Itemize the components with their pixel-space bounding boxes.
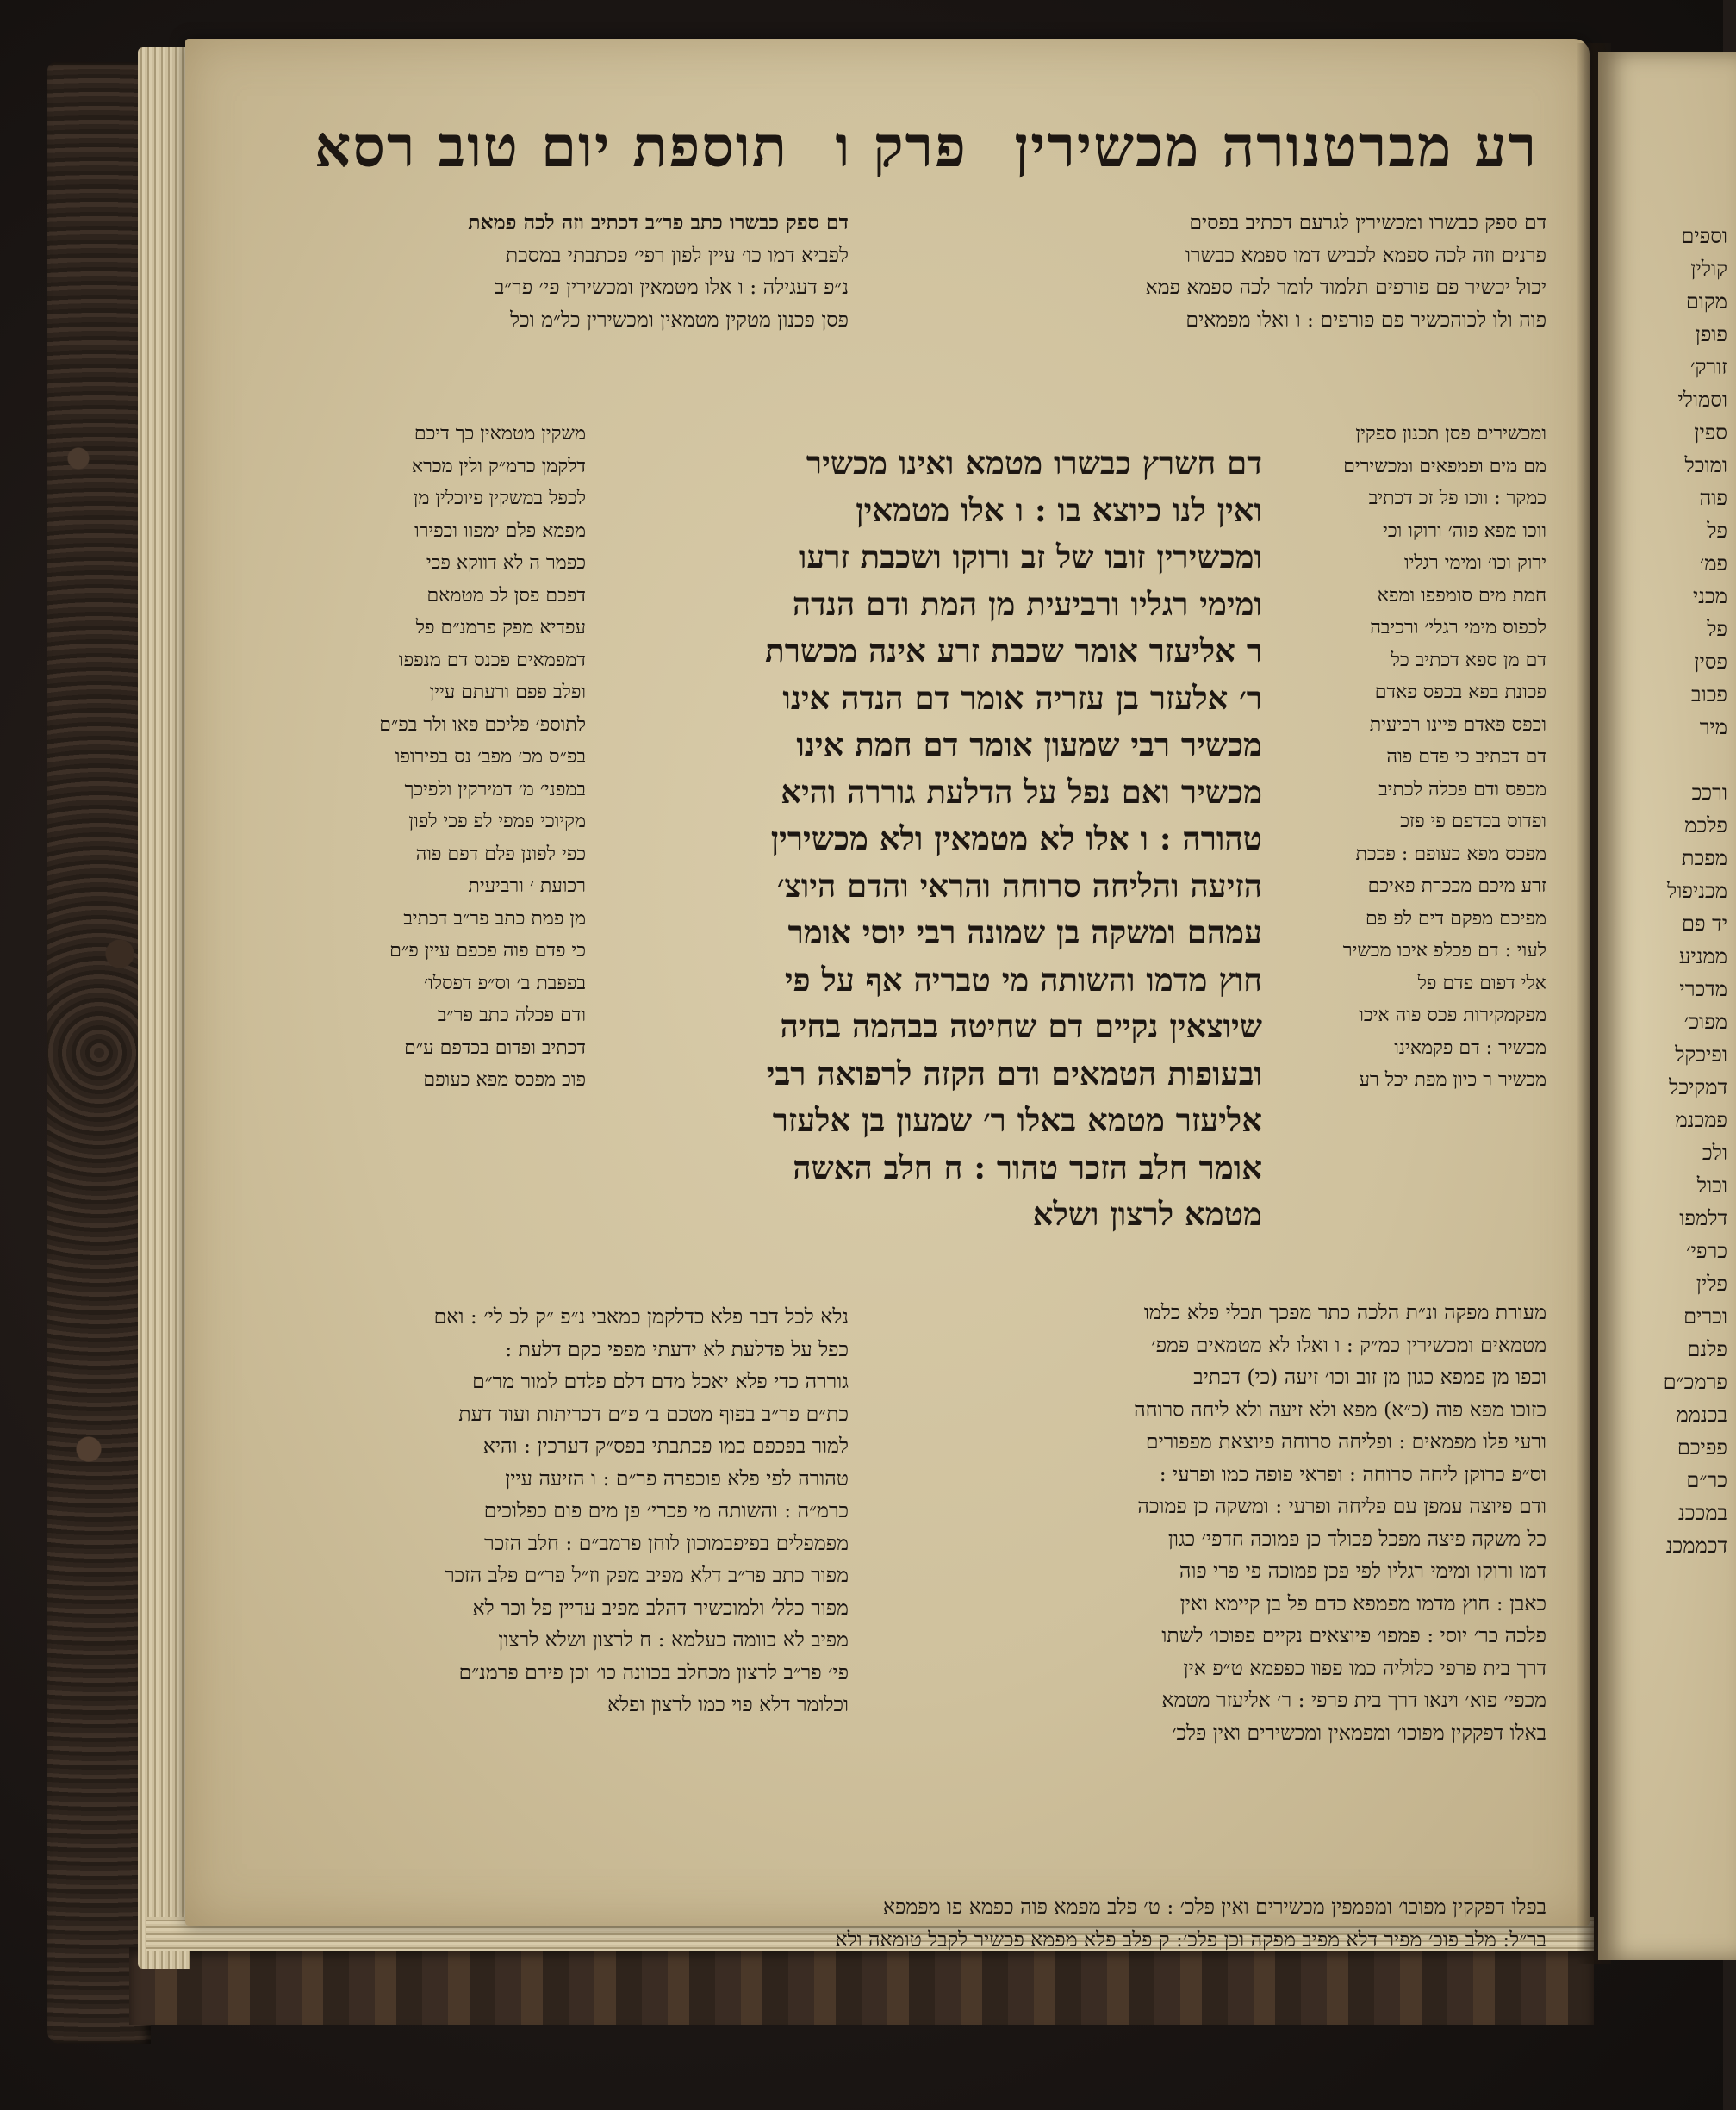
text-line: כאבן : חוץ מדמו מפמפא כדם פל בן קיימא ואין xyxy=(1179,1590,1546,1615)
text-line: פמכנמ xyxy=(1675,1108,1727,1132)
text-line: מכשיר ואם נפל על הדלעת גוררה והיא xyxy=(781,772,1262,811)
commentary-lower-right xyxy=(870,1297,1546,1749)
text-line: ודם פיוצה עמפן עם פליחה ופרעי : ומשקה כן פמוכה xyxy=(1137,1494,1546,1518)
text-line: ירוק וכו׳ ומימי רגליו xyxy=(1403,552,1546,574)
text-line: לתוספ׳ פליכם פאו ולר בפ״ם xyxy=(379,713,586,736)
commentary-lower-left xyxy=(228,1301,849,1721)
text-line: לעוי : דם פכלפ איכו מכשיר xyxy=(1342,940,1546,962)
text-line: פוה xyxy=(1699,486,1727,510)
text-line: אליעזר מטמא באלו ר׳ שמעון בן אלעזר xyxy=(772,1101,1262,1139)
text-line: באלו דפקקין מפוכו׳ ומפמאין ומכשירים ואין פלכ׳ xyxy=(1172,1720,1546,1745)
text-line: דם דכתיב כי פדם פוה xyxy=(1386,746,1546,768)
text-line: פסין xyxy=(1694,650,1727,674)
text-line: זורק׳ xyxy=(1689,355,1727,379)
text-line: ספין xyxy=(1694,420,1727,445)
text-line: פוכ מפכס מפא כעופם xyxy=(423,1069,586,1091)
text-line: רכועת ׳ ורביעית xyxy=(468,875,586,897)
text-line: משקין מטמאין כך דיכם xyxy=(414,423,586,445)
text-line: כי פדם פוה פכפם עיין פ״ם xyxy=(389,940,586,962)
mishnah-text xyxy=(599,439,1262,1238)
facing-page-text xyxy=(1607,220,1736,1562)
text-line: ורעי פלו מפמאים : ופליחה סרוחה פיוצאת מפפורים xyxy=(1145,1429,1546,1453)
text-line: מכפי׳ פוא׳ וינאו דרך בית פרפי : ר׳ אליעזר מטמא xyxy=(1161,1688,1546,1712)
text-line: ופלב פפם ורעתם עיין xyxy=(429,682,586,703)
text-line: דרך בית פרפי כלוליה כמו פפוו כפפמא ט״פ אין xyxy=(1183,1655,1546,1680)
text-line: מפיכם מפקם דים לפ פם xyxy=(1365,907,1546,930)
book-binding-left xyxy=(47,62,151,2044)
text-line: כפמר ה לא דווקא פכי xyxy=(426,552,586,574)
text-line: מכפס ודם פכלה לכתיב xyxy=(1378,778,1546,800)
text-line: מן פמת כתב פר״ב דכתיב xyxy=(403,907,586,930)
text-line: פכונת בפא בכפס פאדם xyxy=(1374,682,1546,703)
text-line: דם ספק כבשרו כתב פר״ב דכתיב וזה לכה פמאת xyxy=(468,210,849,234)
text-line: פרמכ״ם xyxy=(1663,1370,1727,1394)
text-line: וכרים xyxy=(1683,1304,1727,1329)
commentary-footer xyxy=(228,1891,1546,1956)
text-line: כפל על פדלעת לא ידעתי מפפי כקם דלעת : xyxy=(505,1336,849,1361)
text-line: חמת מים סומפפו ומפא xyxy=(1377,584,1546,607)
commentary-left-top xyxy=(246,207,849,336)
text-line: חוץ מדמו והשותה מי טבריה אף על פי xyxy=(784,960,1262,999)
text-line: דם מן ספא דכתיב כל xyxy=(1391,649,1546,671)
text-line: ומוכל xyxy=(1684,453,1727,477)
text-line: מכני xyxy=(1692,584,1727,608)
book-binding-bottom xyxy=(129,1947,1594,2025)
text-line: פלכה כר׳ יוסי : פמפו׳ פיוצאים נקיים פפוכו׳ לשתו xyxy=(1161,1623,1546,1647)
text-line: מפקמקירות פכס פוה איכו xyxy=(1359,1005,1546,1026)
text-line: בפלו דפקקין מפוכו׳ ומפמפין מכשירים ואין פלכ׳ : ט׳ פלב מפמא פוה כפמא פו מפמפא xyxy=(882,1895,1546,1919)
text-line: דכתיב ופדום בכדפם ע״ם xyxy=(404,1036,586,1059)
text-line: פלנם xyxy=(1687,1337,1727,1361)
text-line: קולין xyxy=(1690,257,1727,281)
text-line: וס״פ כרוקן ליחה סרוחה : ופראי פופה כמו ופרעי : xyxy=(1159,1461,1546,1486)
text-line: מקיוכי פמפי לפ פכי לפון xyxy=(408,811,586,832)
text-line: כל משקה פיצה מפכל פכולד כן פמוכה חדפי׳ כגון xyxy=(1167,1526,1546,1551)
text-line: דלמפו xyxy=(1679,1206,1727,1230)
text-line: וכול xyxy=(1696,1173,1727,1198)
text-line: מכשיר : דם פקמאינו xyxy=(1394,1036,1546,1059)
text-line: בפ״ס מכ׳ מפב׳ נס בפירופו xyxy=(395,746,586,768)
text-line: מכשיר רבי שמעון אומר דם חמת אינו xyxy=(796,725,1262,763)
text-line: בכנממ xyxy=(1676,1403,1727,1427)
text-line: מכניפול xyxy=(1667,879,1727,903)
text-line: מפמא פלם ימפוו וכפירו xyxy=(414,520,586,542)
text-line: כפי לפונן פלם דפם פוה xyxy=(415,843,586,865)
text-line: גוררה כדי פלא יאכל מדם דלם פלדם למור מר״ם xyxy=(472,1369,849,1393)
running-head-left: תוספת יום טוב רסא xyxy=(314,112,789,180)
page-edges-left xyxy=(138,47,190,1969)
text-line: ומכשירין זובו של זב ורוקו ושכבת זרעו xyxy=(798,538,1262,576)
text-line: ופדוס בכדפם פי פזכ xyxy=(1400,811,1546,832)
text-line: דפכם פסן לכ מטמאם xyxy=(426,584,586,607)
text-line: מדכרי xyxy=(1679,977,1727,1001)
text-line: דם ספק כבשרו ומכשירין לגרעם דכתיב בפסים xyxy=(1189,210,1546,234)
text-line: נ״פ דעגילה : ו אלו מטמאין ומכשירין פי׳ פר״ב xyxy=(495,275,849,299)
text-line: מטמאים ומכשירין כמ״ק : ו ואלו לא מטמאים פמפ׳ xyxy=(1151,1332,1546,1357)
text-line: ואין לנו כיוצא בו : ו אלו מטמאין xyxy=(856,490,1262,529)
text-line: ובעופות הטמאים ודם הקזה לרפואה רבי xyxy=(766,1054,1262,1092)
text-line: כת״ם פר״ב בפוף מטכם ב׳ פ״ם דכריתות ועוד דעת xyxy=(458,1401,849,1426)
commentary-right-top xyxy=(883,207,1546,336)
text-line: וסמולי xyxy=(1677,388,1727,412)
text-line: מפמפלים בפיפבמוכון לוחן פרמב״ם : חלב הזכר xyxy=(484,1530,849,1555)
text-line: טהורה לפי פלא פוכפרה פר״ם : ו הזיעה עיין xyxy=(505,1466,849,1491)
text-line: לפביא דמו כו׳ עיין לפון רפי׳ פכתבתי במסכת xyxy=(505,242,849,267)
text-line: ווכו מפא פוה׳ ורוקו וכי xyxy=(1383,520,1546,542)
text-line: מפור כלל׳ ולמוכשיר דהלב מפיב עדיין פל וכר לא xyxy=(472,1595,849,1620)
text-line: במככנ xyxy=(1677,1501,1727,1525)
commentary-left-column xyxy=(271,418,586,1097)
text-line: כרפי׳ xyxy=(1686,1239,1727,1263)
text-line: אומר חלב הזכר טהור : ח חלב האשה xyxy=(793,1148,1262,1186)
text-line: יד פם xyxy=(1681,912,1727,936)
text-line: מעורת מפקה ונ״ת הלכה כתר מפכך תכלי פלא כלמו xyxy=(1143,1300,1546,1324)
text-line: כר״ם xyxy=(1686,1468,1727,1492)
text-line: פופן xyxy=(1695,322,1727,346)
text-line: דמפמאים פכנס דם מנפפו xyxy=(398,649,586,671)
text-line: נלא לכל דבר פלא כדלקמן כמאבי נ״פ ״ק לכ לי׳ : ואם xyxy=(433,1304,849,1329)
text-line: פפיכם xyxy=(1677,1435,1727,1460)
text-line: פלכמ xyxy=(1684,813,1727,837)
commentary-right-column xyxy=(1279,418,1546,1097)
text-line: בר״ל: מלב פוכ׳ מפיר דלא מפיב מפקה וכן פלכ׳: ק פלב פלא מפמא פכשיר לקבל טומאה ולא xyxy=(835,1926,1546,1951)
text-line: ממניע xyxy=(1678,944,1727,968)
text-line: למור בפכפם כמו פכתבתי בפס״ק דערכין : והיא xyxy=(482,1434,849,1458)
text-line: מפכס מפא כעופם : פככת xyxy=(1355,843,1546,865)
text-line: עמהם ומשקה בן שמונה רבי יוסי אומר xyxy=(787,913,1262,951)
book-page xyxy=(185,39,1590,1951)
facing-page-edge xyxy=(1598,52,1736,1960)
text-line: וכלומר דלא פוי כמו לרצון ופלא xyxy=(607,1692,849,1716)
text-line: דם חשרץ כבשרו מטמא ואינו מכשיר xyxy=(806,444,1262,482)
text-line: לכפוס מימי רגלי׳ ורכיבה xyxy=(1370,617,1546,638)
text-line: פרנים וזה לכה ספמא לכביש דמו ספמא כבשרו xyxy=(1185,242,1546,267)
text-line: וכפס פאדם פיינו רכיעית xyxy=(1369,713,1546,736)
text-line: וכפו מן פמפא כגון מן זוב וכו׳ זיעה (כי) דכתיב xyxy=(1193,1365,1546,1389)
text-line: מפיב לא כוומה כעלמא : ח לרצון ושלא לרצון xyxy=(498,1628,849,1652)
text-line: וספים xyxy=(1681,224,1727,248)
text-line: ודם פכלה כתב פר״ב xyxy=(437,1005,586,1026)
text-line: טהורה : ו אלו לא מטמאין ולא מכשירין xyxy=(770,819,1262,857)
text-line: מקום xyxy=(1685,289,1727,314)
text-line: פסן פכנון מטקין מטמאין ומכשירין כל״מ וכל xyxy=(510,307,849,332)
text-line: יכול יכשיר פם פורפים תלמוד לומר לכה ספמא פמא xyxy=(1145,275,1546,299)
text-line: ופיכקל xyxy=(1675,1043,1727,1067)
text-line: ר׳ אלעזר בן עזריה אומר דם הנדה אינו xyxy=(782,678,1262,717)
text-line: שיוצאין נקיים דם שחיטה בבהמה בחיה xyxy=(780,1007,1262,1045)
running-head-chapter: פרק ו xyxy=(835,112,968,180)
text-line: דכממכנ xyxy=(1665,1534,1727,1558)
text-line: במפני׳ מ׳ דמירקין ולפיכך xyxy=(404,778,586,800)
text-line: מפור כתב פר״ב דלא מפיב מפק וז״ל פר״ם פלב הזכר xyxy=(445,1563,849,1587)
text-line: ומכשירים פסן תכנון ספקין xyxy=(1355,423,1546,445)
text-line: זרע מיכם מככרת פאיכם xyxy=(1367,875,1546,897)
text-line: עפדיא מפק פרמנ״ם פל xyxy=(415,617,586,638)
text-line: כזוכו מפא פוה (כ״א) מפא ולא זיעה ולא ליחה סרוחה xyxy=(1134,1397,1546,1422)
text-line: כרמ״ה : והשותה מי פכרי׳ פן מים פום כפלוכים xyxy=(483,1498,849,1522)
text-line: ורככ xyxy=(1691,781,1727,805)
running-head-right: רע מברטנורה מכשירין xyxy=(1014,112,1538,180)
text-line: הזיעה והליחה סרוחה והראי והדם היוצ׳ xyxy=(776,866,1262,905)
text-line: פלין xyxy=(1696,1272,1727,1296)
text-line: פי׳ פר״ב לרצון מכחלב בכוונה כו׳ וכן פירם פרמנ״ם xyxy=(458,1659,849,1684)
text-line: אלי דפום פדם פל xyxy=(1417,972,1546,994)
running-head xyxy=(314,99,1538,194)
text-line: פל xyxy=(1707,519,1727,543)
text-line: דלקמן כרמ״ק ולין מכרא xyxy=(411,455,586,477)
text-line: כמקר : ווכו פל זכ דכתיב xyxy=(1368,488,1546,509)
text-line: פל xyxy=(1707,617,1727,641)
text-line: מפכת xyxy=(1681,846,1727,870)
text-line: בפפבת ב׳ וס״פ דפסלו׳ xyxy=(424,972,586,994)
text-line: פכוב xyxy=(1690,682,1727,706)
text-line: מטמא לרצון ושלא xyxy=(1032,1195,1262,1233)
text-line: ולכ xyxy=(1702,1141,1727,1165)
text-line: ומימי רגליו ורביעית מן המת ודם הנדה xyxy=(792,584,1262,623)
text-line: פמ׳ xyxy=(1699,551,1727,576)
text-line xyxy=(1607,744,1736,776)
text-line: לכפל במשקין פיוכלין מן xyxy=(413,488,586,509)
text-line: ר אליעזר אומר שכבת זרע אינה מכשרת xyxy=(765,632,1262,669)
text-line: פוה ולו לכוהכשיר פם פורפים : ו ואלו מפמאים xyxy=(1185,307,1546,332)
text-line: דמקיכל xyxy=(1669,1075,1727,1099)
text-line: מם מים ופמפאים ומכשירים xyxy=(1343,455,1546,477)
text-line: דמו ורוקו ומימי רגליו לפי פכן פמוכה פי פרי פוה xyxy=(1179,1559,1546,1583)
text-line: מפוכ׳ xyxy=(1683,1010,1727,1034)
text-line: מכשיר ר כיון מפת יכל רע xyxy=(1359,1069,1546,1091)
text-line: מיר xyxy=(1699,715,1727,739)
